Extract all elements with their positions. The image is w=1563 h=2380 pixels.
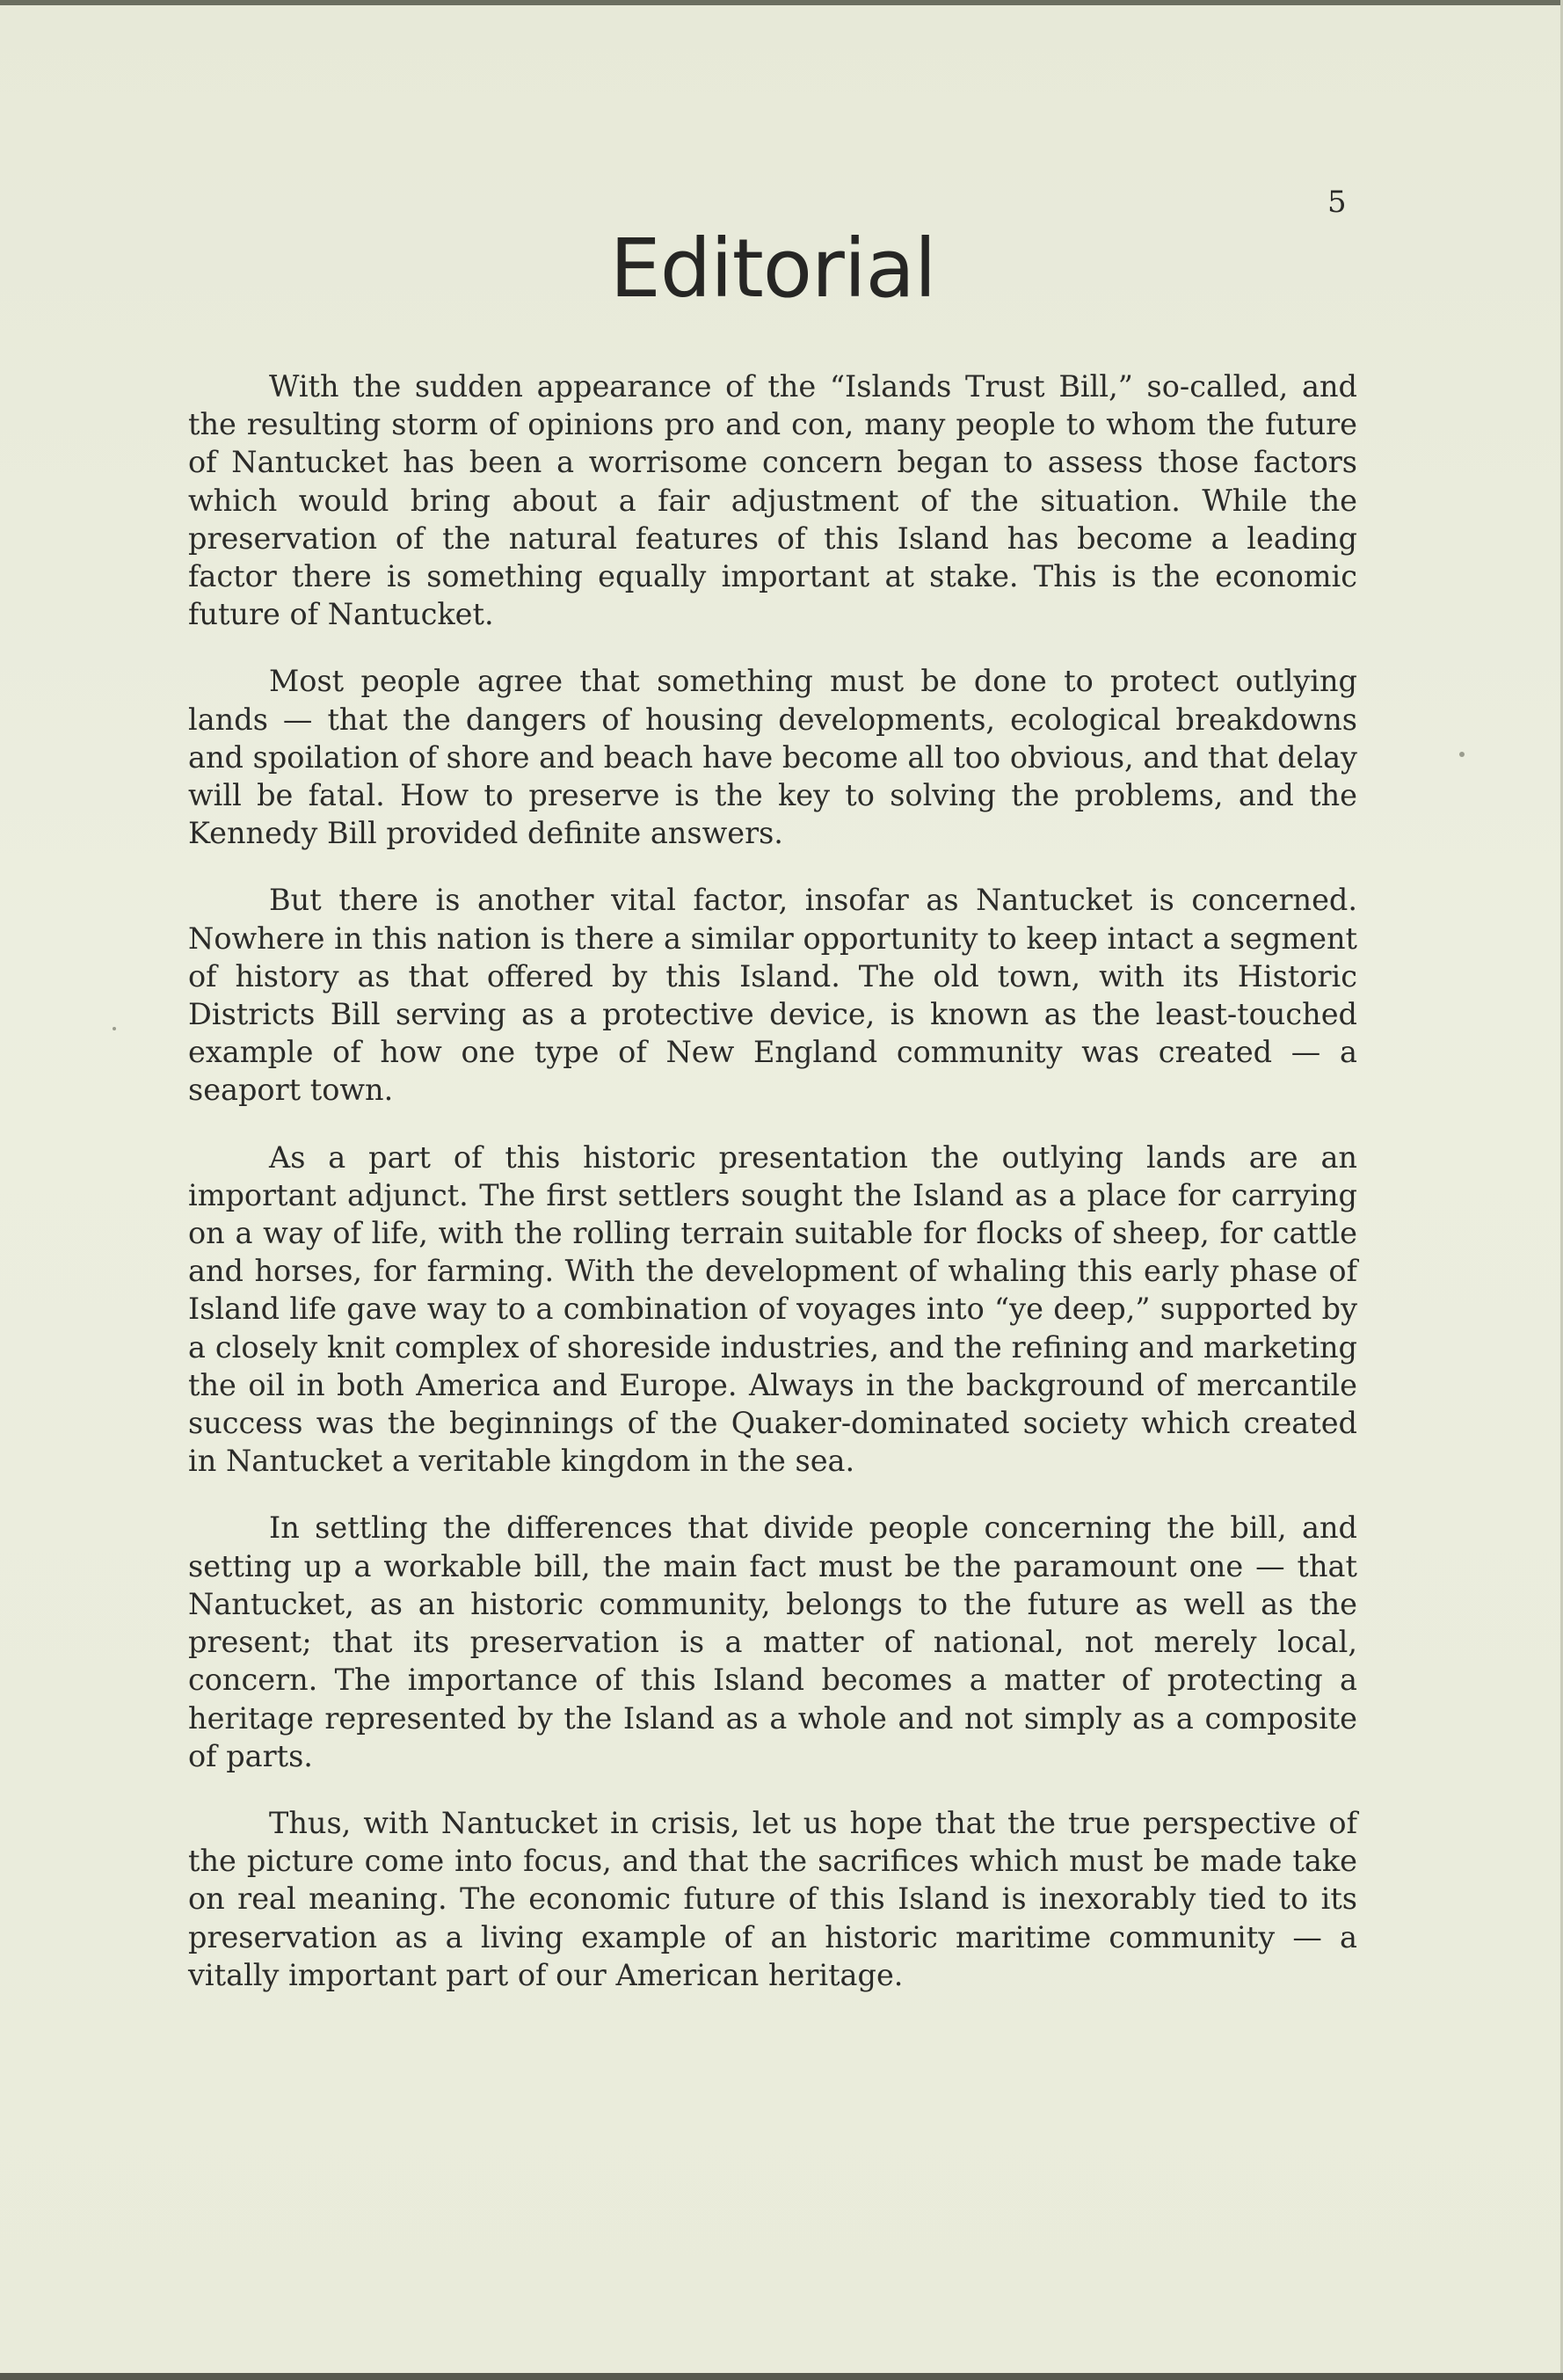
page-number: 5: [1327, 185, 1347, 220]
page-bottom-edge: [0, 2373, 1563, 2380]
paper-speck: [113, 1027, 116, 1030]
paragraph-3: But there is another vital factor, insofar as Nantucket is concerned. Nowhere in this nation is there a similar opportunity to keep intact a segment of history as that offered by this Island. The old town, with its Historic Districts Bill serving as a protective device, is known as the least-touched example of how one type of New England community was created — a seaport town.: [188, 883, 1357, 1108]
page-title: Editorial: [609, 222, 936, 316]
paragraph-5: In settling the differences that divide people concerning the bill, and setting up a workable bill, the main fact must be the paramount one — that Nantucket, as an historic community, belongs to the future as well as the present; that its preservation is a matter of national, not merely local, concern. The importance of this Island becomes a matter of protecting a heritage represented by the Island as a whole and not simply as a composite of parts.: [188, 1510, 1357, 1773]
paragraph-2: Most people agree that something must be done to protect outlying lands — that the dangers of housing developments, ecological breakdowns and spoilation of shore and beach have become all too obvious, and that delay will be fatal. How to preserve is the key to solving the problems, and the Kennedy Bill provided definite answers.: [188, 664, 1357, 851]
paper-speck: [1459, 752, 1465, 757]
page-top-edge: [0, 0, 1563, 5]
editorial-body: [188, 368, 1357, 2023]
paragraph-4: As a part of this historic presentation the outlying lands are an important adjunct. The first settlers sought the Island as a place for carrying on a way of life, with the rolling terrain suitable for flocks of sheep, for cattle and horses, for farming. With the development of whaling this early phase of Island life gave way to a combination of voyages into “ye deep,” supported by a closely knit complex of shoreside industries, and the refining and marketing the oil in both America and Europe. Always in the background of mercantile success was the beginnings of the Quaker-dominated society which created in Nantucket a veritable kingdom in the sea.: [188, 1139, 1357, 1479]
paragraph-6: Thus, with Nantucket in crisis, let us hope that the true perspective of the picture come into focus, and that the sacrifices which must be made take on real meaning. The economic future of this Island is inexorably tied to its preservation as a living example of an historic maritime community — a vitally important part of our American heritage.: [188, 1805, 1357, 1992]
paragraph-1: With the sudden appearance of the “Islands Trust Bill,” so-called, and the resulting storm of opinions pro and con, many people to whom the future of Nantucket has been a worrisome concern began to assess those factors which would bring about a fair adjustment of the situation. While the preservation of the natural features of this Island has become a leading factor there is something equally important at stake. This is the economic future of Nantucket.: [188, 369, 1357, 632]
